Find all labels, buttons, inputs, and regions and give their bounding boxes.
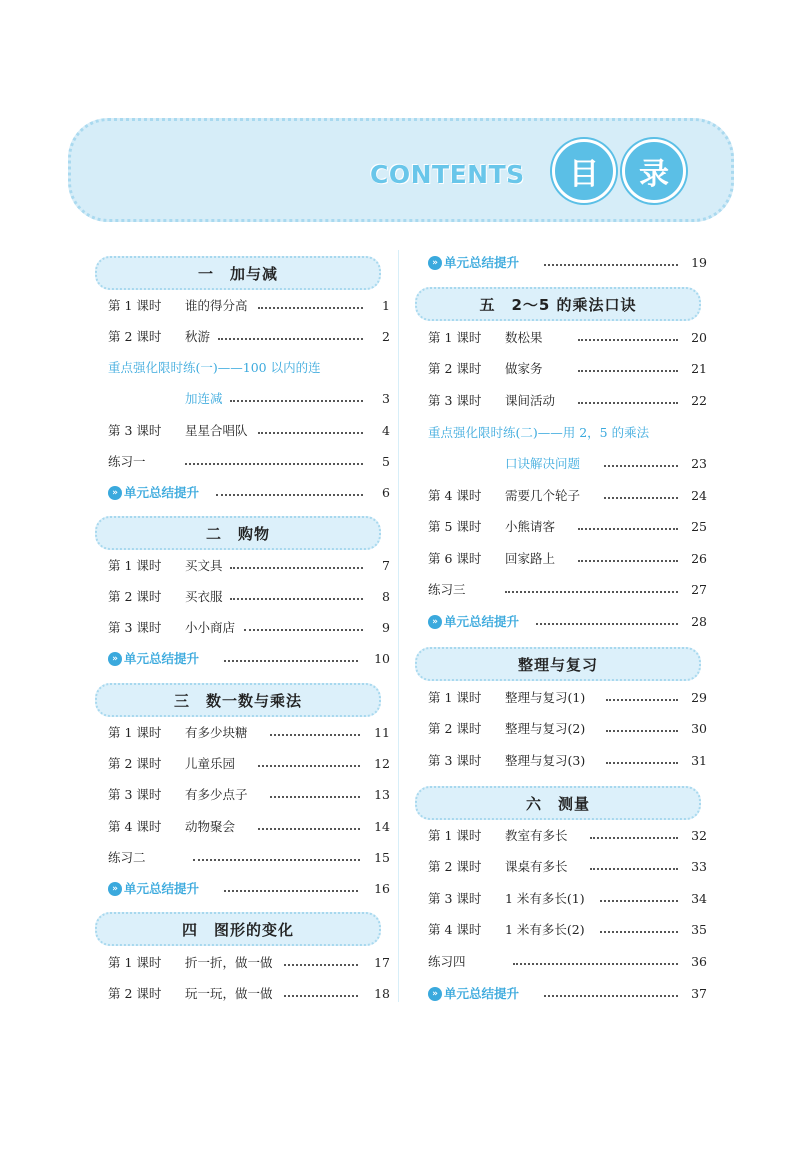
toc-row[interactable] — [108, 984, 390, 1004]
page-number: 29 — [691, 690, 707, 705]
lesson-title: 课间活动 — [505, 393, 556, 408]
special-title-line2: 加连减 — [185, 391, 223, 406]
dot-leader — [606, 699, 678, 701]
toc-row[interactable] — [428, 920, 710, 940]
toc-row[interactable] — [428, 517, 710, 537]
dot-leader — [230, 598, 363, 600]
lesson-title: 课桌有多长 — [505, 859, 568, 874]
lesson-label: 第 2 课时 — [108, 329, 162, 344]
page-number: 37 — [691, 986, 707, 1001]
toc-row[interactable] — [428, 549, 710, 569]
toc-row[interactable] — [108, 556, 390, 576]
toc-row[interactable] — [428, 359, 710, 379]
page-number: 7 — [382, 558, 390, 573]
lesson-title: 1 米有多长(1) — [505, 891, 585, 906]
lesson-title: 做家务 — [505, 361, 543, 376]
summary-label: 单元总结提升 — [444, 614, 520, 629]
unit-header-1[interactable]: 一 加与减 — [95, 256, 381, 290]
lesson-label: 第 3 课时 — [108, 423, 162, 438]
lesson-label: 第 2 课时 — [108, 986, 162, 1001]
dot-leader — [216, 494, 363, 496]
lesson-title: 儿童乐园 — [185, 756, 236, 771]
lesson-label: 练习四 — [428, 954, 466, 969]
lesson-label: 第 1 课时 — [428, 690, 482, 705]
unit-header-6[interactable]: 六 测量 — [415, 786, 701, 820]
dot-leader — [513, 963, 678, 965]
title-char-2: 录 — [622, 139, 686, 203]
toc-row[interactable] — [428, 826, 710, 846]
dot-leader — [185, 463, 363, 465]
dot-leader — [544, 995, 678, 997]
page-number: 21 — [691, 361, 707, 376]
toc-row[interactable] — [428, 486, 710, 506]
contents-word: CONTENTS — [370, 160, 525, 189]
unit-summary-row[interactable] — [108, 649, 390, 669]
lesson-title: 整理与复习(1) — [505, 690, 586, 705]
lesson-label: 第 1 课时 — [108, 725, 162, 740]
lesson-title: 星星合唱队 — [185, 423, 248, 438]
page-number: 20 — [691, 330, 707, 345]
dot-leader — [604, 497, 678, 499]
lesson-title: 秋游 — [185, 329, 211, 344]
lesson-label: 第 4 课时 — [428, 922, 482, 937]
page-number: 1 — [382, 298, 390, 313]
toc-row[interactable] — [108, 785, 390, 805]
dot-leader — [590, 837, 678, 839]
page-number: 32 — [691, 828, 707, 843]
page-number: 9 — [382, 620, 390, 635]
page-number: 35 — [691, 922, 707, 937]
page-number: 16 — [374, 881, 390, 896]
page-number: 22 — [691, 393, 707, 408]
lesson-label: 第 5 课时 — [428, 519, 482, 534]
unit-header-3[interactable]: 三 数一数与乘法 — [95, 683, 381, 717]
unit-summary-row[interactable] — [428, 984, 710, 1004]
page-number: 8 — [382, 589, 390, 604]
toc-row[interactable] — [428, 857, 710, 877]
toc-row[interactable] — [108, 421, 390, 441]
summary-label: 单元总结提升 — [124, 485, 200, 500]
summary-label: 单元总结提升 — [444, 986, 520, 1001]
page-number: 33 — [691, 859, 707, 874]
lesson-label: 第 3 课时 — [428, 393, 482, 408]
dot-leader — [258, 828, 360, 830]
special-practice-row-cont[interactable] — [428, 454, 710, 474]
lesson-title: 小熊请客 — [505, 519, 556, 534]
lesson-title: 买衣服 — [185, 589, 223, 604]
lesson-label: 练习一 — [108, 454, 146, 469]
dot-leader — [224, 660, 358, 662]
unit-header-2[interactable]: 二 购物 — [95, 516, 381, 550]
dot-leader — [284, 995, 358, 997]
lesson-label: 第 2 课时 — [428, 859, 482, 874]
lesson-label: 第 3 课时 — [108, 787, 162, 802]
toc-row[interactable] — [108, 754, 390, 774]
page-number: 31 — [691, 753, 707, 768]
dot-leader — [258, 432, 363, 434]
unit-header-5[interactable]: 五 2～5 的乘法口诀 — [415, 287, 701, 321]
lesson-title: 折一折，做一做 — [185, 955, 273, 970]
page-number: 30 — [691, 721, 707, 736]
dot-leader — [536, 623, 678, 625]
page-number: 4 — [382, 423, 390, 438]
page-number: 3 — [382, 391, 390, 406]
dot-leader — [270, 734, 360, 736]
special-title-line1: 重点强化限时练(一)——100 以内的连 — [108, 360, 321, 375]
page-number: 12 — [374, 756, 390, 771]
special-practice-row[interactable] — [108, 358, 390, 378]
dot-leader — [578, 528, 678, 530]
toc-row[interactable] — [428, 328, 710, 348]
lesson-title: 买文具 — [185, 558, 223, 573]
page-number: 27 — [691, 582, 707, 597]
toc-row[interactable] — [428, 391, 710, 411]
toc-row[interactable] — [108, 723, 390, 743]
column-divider — [398, 250, 399, 1002]
toc-row[interactable] — [108, 452, 390, 472]
double-chevron-icon: » — [108, 652, 122, 666]
lesson-label: 第 3 课时 — [428, 753, 482, 768]
unit-header-4[interactable]: 四 图形的变化 — [95, 912, 381, 946]
dot-leader — [244, 629, 363, 631]
dot-leader — [258, 765, 360, 767]
page-number: 13 — [374, 787, 390, 802]
double-chevron-icon: » — [428, 615, 442, 629]
lesson-label: 第 2 课时 — [428, 361, 482, 376]
toc-row[interactable] — [428, 751, 710, 771]
summary-label: 单元总结提升 — [444, 255, 520, 270]
double-chevron-icon: » — [108, 882, 122, 896]
page-number: 6 — [382, 485, 390, 500]
dot-leader — [544, 264, 678, 266]
special-title-line1: 重点强化限时练(二)——用 2，5 的乘法 — [428, 425, 650, 440]
dot-leader — [590, 868, 678, 870]
special-title-line2: 口诀解决问题 — [505, 456, 581, 471]
dot-leader — [284, 964, 358, 966]
page-number: 28 — [691, 614, 707, 629]
toc-row[interactable] — [428, 719, 710, 739]
unit-summary-row[interactable] — [108, 483, 390, 503]
lesson-title: 谁的得分高 — [185, 298, 248, 313]
page-number: 18 — [374, 986, 390, 1001]
lesson-label: 第 2 课时 — [108, 589, 162, 604]
special-practice-row[interactable] — [428, 423, 710, 443]
unit-header-review[interactable]: 整理与复习 — [415, 647, 701, 681]
lesson-label: 第 6 课时 — [428, 551, 482, 566]
toc-row[interactable] — [428, 889, 710, 909]
lesson-label: 第 1 课时 — [428, 828, 482, 843]
page-number: 14 — [374, 819, 390, 834]
page-number: 11 — [374, 725, 390, 740]
dot-leader — [600, 931, 678, 933]
lesson-title: 数松果 — [505, 330, 543, 345]
lesson-label: 第 1 课时 — [108, 558, 162, 573]
special-practice-row-cont[interactable] — [108, 389, 390, 409]
dot-leader — [505, 591, 678, 593]
dot-leader — [218, 338, 363, 340]
toc-row[interactable] — [428, 688, 710, 708]
toc-row[interactable] — [108, 953, 390, 973]
dot-leader — [604, 465, 678, 467]
page-number: 10 — [374, 651, 390, 666]
summary-label: 单元总结提升 — [124, 651, 200, 666]
lesson-title: 回家路上 — [505, 551, 556, 566]
lesson-label: 练习三 — [428, 582, 466, 597]
double-chevron-icon: » — [428, 987, 442, 1001]
unit-summary-row[interactable] — [428, 253, 710, 273]
lesson-label: 第 1 课时 — [108, 298, 162, 313]
lesson-title: 小小商店 — [185, 620, 236, 635]
unit-summary-row[interactable] — [428, 612, 710, 632]
dot-leader — [270, 796, 360, 798]
lesson-label: 第 1 课时 — [428, 330, 482, 345]
lesson-label: 第 2 课时 — [428, 721, 482, 736]
toc-row[interactable] — [428, 580, 710, 600]
lesson-title: 整理与复习(2) — [505, 721, 586, 736]
lesson-title: 1 米有多长(2) — [505, 922, 585, 937]
page-number: 15 — [374, 850, 390, 865]
page-number: 23 — [691, 456, 707, 471]
lesson-title: 有多少块糖 — [185, 725, 248, 740]
double-chevron-icon: » — [428, 256, 442, 270]
lesson-label: 第 4 课时 — [108, 819, 162, 834]
dot-leader — [600, 900, 678, 902]
lesson-title: 需要几个轮子 — [505, 488, 581, 503]
toc-row[interactable] — [108, 618, 390, 638]
dot-leader — [578, 560, 678, 562]
dot-leader — [258, 307, 363, 309]
title-char-1: 目 — [552, 139, 616, 203]
lesson-label: 第 3 课时 — [108, 620, 162, 635]
lesson-label: 第 4 课时 — [428, 488, 482, 503]
toc-row[interactable] — [108, 848, 390, 868]
dot-leader — [578, 339, 678, 341]
dot-leader — [578, 402, 678, 404]
dot-leader — [230, 567, 363, 569]
lesson-title: 整理与复习(3) — [505, 753, 586, 768]
toc-row[interactable] — [108, 327, 390, 347]
unit-summary-row[interactable] — [108, 879, 390, 899]
toc-row[interactable] — [428, 952, 710, 972]
page-number: 34 — [691, 891, 707, 906]
dot-leader — [193, 859, 360, 861]
lesson-title: 玩一玩，做一做 — [185, 986, 273, 1001]
page-number: 24 — [691, 488, 707, 503]
page-number: 25 — [691, 519, 707, 534]
lesson-label: 练习二 — [108, 850, 146, 865]
lesson-label: 第 3 课时 — [428, 891, 482, 906]
dot-leader — [578, 370, 678, 372]
page-number: 17 — [374, 955, 390, 970]
page-number: 2 — [382, 329, 390, 344]
dot-leader — [606, 730, 678, 732]
lesson-title: 动物聚会 — [185, 819, 236, 834]
dot-leader — [606, 762, 678, 764]
toc-row[interactable] — [108, 296, 390, 316]
dot-leader — [224, 890, 358, 892]
dot-leader — [230, 400, 363, 402]
page-number: 36 — [691, 954, 707, 969]
page-number: 19 — [691, 255, 707, 270]
toc-row[interactable] — [108, 817, 390, 837]
page-number: 5 — [382, 454, 390, 469]
lesson-label: 第 1 课时 — [108, 955, 162, 970]
lesson-title: 有多少点子 — [185, 787, 248, 802]
toc-row[interactable] — [108, 587, 390, 607]
page-number: 26 — [691, 551, 707, 566]
lesson-title: 教室有多长 — [505, 828, 568, 843]
double-chevron-icon: » — [108, 486, 122, 500]
lesson-label: 第 2 课时 — [108, 756, 162, 771]
summary-label: 单元总结提升 — [124, 881, 200, 896]
